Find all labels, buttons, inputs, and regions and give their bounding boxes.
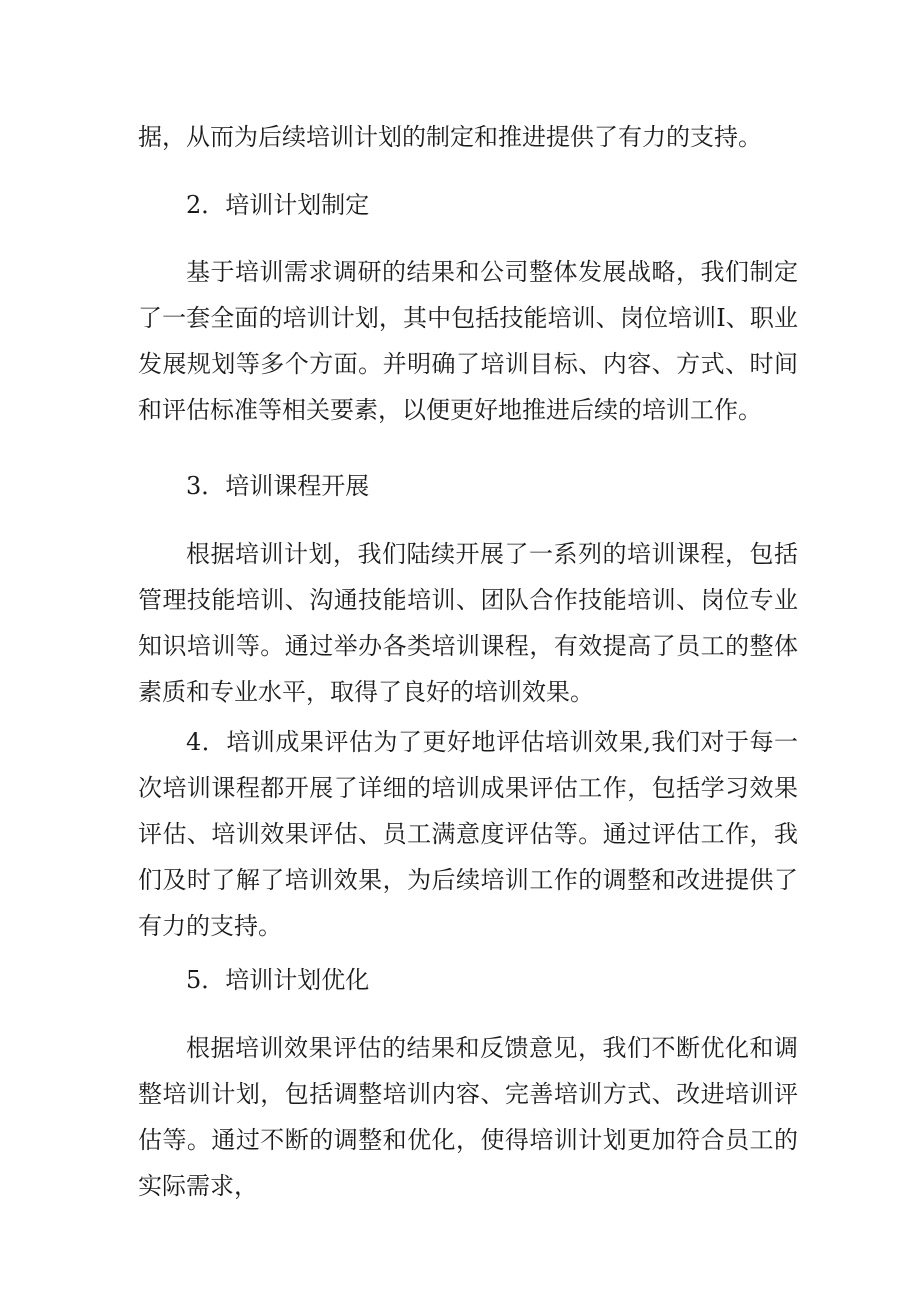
paragraph-text: 根据培训计划，我们陆续开展了一系列的培训课程，包括管理技能培训、沟通技能培训、团队合作技能培训、岗位专业知识培训等。通过举办各类培训课程，有效提高了员工的整体素质和专业水平，取得了良好的培训效果。 [138, 540, 798, 706]
paragraph-training-plan [138, 249, 798, 433]
paragraph-continued [138, 114, 798, 160]
paragraph-text: 据，从而为后续培训计划的制定和推进提供了有力的支持。 [138, 123, 762, 151]
paragraph-training-courses [138, 531, 798, 715]
paragraph-training-evaluation [138, 719, 798, 949]
paragraph-text: 根据培训效果评估的结果和反馈意见，我们不断优化和调整培训计划，包括调整培训内容、完善培训方式、改进培训评估等。通过不断的调整和优化，使得培训计划更加符合员工的实际需求， [138, 1034, 798, 1200]
section-heading-3 [138, 463, 798, 509]
heading-text: 5．培训计划优化 [186, 966, 370, 994]
section-heading-2 [138, 182, 798, 228]
paragraph-text: 基于培训需求调研的结果和公司整体发展战略，我们制定了一套全面的培训计划，其中包括技能培训、岗位培训I、职业发展规划等多个方面。并明确了培训目标、内容、方式、时间和评估标准等相关要素，以便更好地推进后续的培训工作。 [138, 258, 798, 424]
heading-text: 3．培训课程开展 [186, 472, 370, 500]
heading-text: 2．培训计划制定 [186, 191, 370, 219]
paragraph-text: 4．培训成果评估为了更好地评估培训效果,我们对于每一次培训课程都开展了详细的培训成果评估工作，包括学习效果评估、培训效果评估、员工满意度评估等。通过评估工作，我们及时了解了培训效果，为后续培训工作的调整和改进提供了有力的支持。 [138, 728, 798, 940]
paragraph-plan-optimization [138, 1025, 798, 1209]
section-heading-5 [138, 957, 798, 1003]
